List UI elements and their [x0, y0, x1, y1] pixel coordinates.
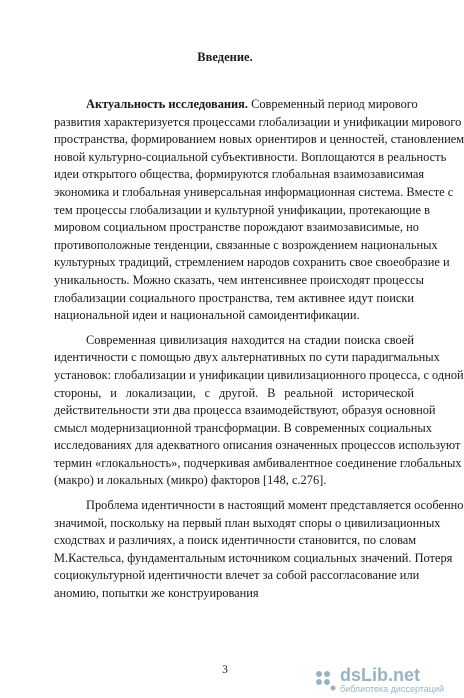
- paragraph-line: Проблема идентичности в настоящий момент представляется особенно: [86, 498, 464, 513]
- paragraph-line: смысл модернизационной трансформации. В современных социальных: [54, 420, 432, 435]
- paragraph-line: социокультурной идентичности влечет за собой рассогласование или: [54, 568, 420, 583]
- dslib-logo-icon: [314, 669, 336, 691]
- paragraph-line: действительности эти два процесса взаимодействуют, образуя основной: [54, 403, 436, 418]
- body-text: [54, 96, 464, 603]
- paragraph-line: новой культурно-социальной субъективности. Воплощаются в реальность: [54, 149, 447, 164]
- paragraph-line: значимой, поскольку на первый план выходят споры о цивилизационных: [54, 515, 441, 530]
- paragraph-line: (макро) и локальных (микро) факторов [148, с.276].: [54, 473, 327, 488]
- watermark-brand: dsLib.net: [339, 665, 420, 685]
- paragraph-line: идеи открытого общества, формируются глобальная взаимозависимая: [54, 167, 425, 182]
- dslib-watermark: [314, 666, 444, 694]
- paragraph-line: национальной идеи и национальной самоидентификации.: [54, 308, 360, 323]
- paragraph-line: Современная цивилизация находится на стадии поиска своей: [86, 332, 414, 347]
- paragraph-line: стороны, и локализации, с другой. В реальной исторической: [54, 385, 414, 400]
- paragraph-line: противоположные тенденции, связанные с возрождением национальных: [54, 237, 438, 252]
- paragraph-line: сходствах и различиях, а поиск идентичности становится, по словам: [54, 533, 417, 548]
- page-title: Введение.: [197, 50, 253, 64]
- paragraph-line: экономика и глобальная универсальная информационная система. Вместе с: [54, 184, 454, 199]
- paragraph-line: культурных традиций, стремлением народов сохранить свое своеобразие и: [54, 255, 450, 270]
- paragraph-2: [54, 332, 464, 490]
- paragraph-line: установок: глобализации и унификации цивилизационного процесса, с одной: [54, 367, 464, 382]
- watermark-subtitle: библиотека диссертаций: [339, 684, 444, 694]
- paragraph-line: Актуальность исследования. Современный период мирового: [86, 97, 418, 111]
- paragraph-1: [54, 96, 464, 325]
- paragraph-line: термин «глокальность», подчеркивая амбивалентное соединение глобальных: [54, 455, 462, 470]
- paragraph-line: пространства, формированием новых ориентиров и ценностей, становлением: [54, 132, 464, 147]
- paragraph-line: тем процессы глобализации и культурной унификации, протекающие в: [54, 202, 430, 217]
- paragraph-line: исследованиях для адекватного описания означенных процессов используют: [54, 438, 461, 453]
- paragraph-line: идентичности с помощью двух альтернативных по сути парадигмальных: [54, 350, 440, 365]
- page-number: 3: [222, 664, 228, 676]
- paragraph-line: аномию, попытки же конструирования: [54, 586, 259, 601]
- paragraph-line: развития характеризуется процессами глобализации и унификации мирового: [54, 114, 462, 129]
- paragraph-line: М.Кастельса, фундаментальным источником социальных значений. Потеря: [54, 550, 453, 565]
- paragraph-line: мировом социальном пространстве порождают взаимозависимые, но: [54, 220, 419, 235]
- lead-heading: Актуальность исследования.: [86, 97, 248, 111]
- paragraph-line: уникальность. Можно сказать, чем интенсивнее происходят процессы: [54, 272, 424, 287]
- paragraph-line: глобализации социального пространства, тем активнее идут поиски: [54, 290, 414, 305]
- paragraph-3: [54, 497, 464, 603]
